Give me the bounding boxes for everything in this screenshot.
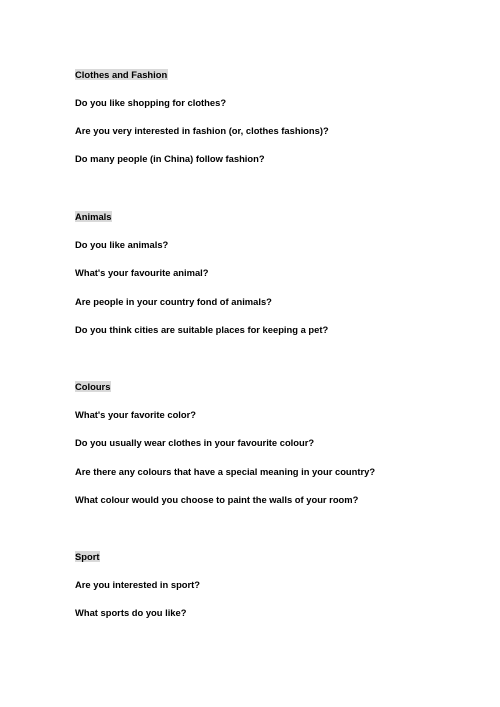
question-line: Do you usually wear clothes in your favourite colour? — [75, 437, 315, 448]
question-line: Are people in your country fond of animals? — [75, 296, 272, 307]
heading-highlight: Colours — [75, 381, 111, 392]
heading-highlight: Animals — [75, 211, 112, 222]
heading-highlight: Sport — [75, 551, 100, 562]
question-line: Are you very interested in fashion (or, clothes fashions)? — [75, 125, 329, 136]
question-line: What's your favorite color? — [75, 409, 196, 420]
question-line: What sports do you like? — [75, 607, 187, 618]
section-heading-sport — [75, 551, 100, 563]
question-line: Do many people (in China) follow fashion? — [75, 153, 265, 164]
question-line: Are you interested in sport? — [75, 579, 201, 590]
question-line: Are there any colours that have a special meaning in your country? — [75, 466, 376, 477]
question-line: What's your favourite animal? — [75, 267, 209, 278]
section-heading-colours — [75, 381, 111, 393]
heading-highlight: Clothes and Fashion — [75, 69, 168, 80]
question-line: Do you think cities are suitable places for keeping a pet? — [75, 324, 329, 335]
section-heading-animals — [75, 211, 112, 223]
question-line: What colour would you choose to paint the walls of your room? — [75, 494, 359, 505]
section-heading-clothes-and-fashion — [75, 69, 168, 81]
question-line: Do you like animals? — [75, 239, 169, 250]
question-line: Do you like shopping for clothes? — [75, 97, 227, 108]
